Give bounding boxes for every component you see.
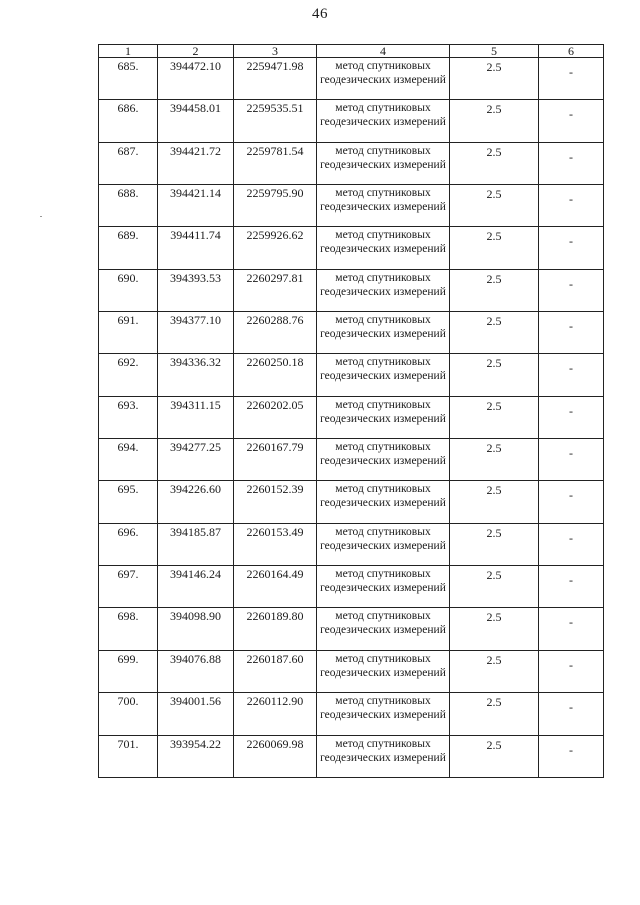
method-description-cell: метод спутниковых геодезических измерений xyxy=(317,354,450,396)
accuracy-value-cell xyxy=(450,481,539,523)
coordinate-x-cell: 394146.24 xyxy=(158,566,234,608)
method-description-cell: метод спутниковых геодезических измерений xyxy=(317,693,450,735)
accuracy-value-cell xyxy=(450,142,539,184)
table-row xyxy=(99,269,604,311)
point-number-cell: 693. xyxy=(99,396,158,438)
accuracy-value: 2.5 xyxy=(486,568,502,583)
accuracy-value: 2.5 xyxy=(486,187,502,202)
accuracy-value-cell xyxy=(450,100,539,142)
accuracy-value-cell xyxy=(450,396,539,438)
accuracy-value: 2.5 xyxy=(486,102,502,117)
method-description-cell: метод спутниковых геодезических измерений xyxy=(317,735,450,777)
accuracy-value: 2.5 xyxy=(486,144,502,159)
coordinate-x-cell: 393954.22 xyxy=(158,735,234,777)
note-value-cell xyxy=(539,523,604,565)
method-description-cell: метод спутниковых геодезических измерений xyxy=(317,269,450,311)
coordinate-y-cell: 2260189.80 xyxy=(234,608,317,650)
coordinate-x-cell: 394377.10 xyxy=(158,312,234,354)
note-value-cell xyxy=(539,566,604,608)
accuracy-value-cell xyxy=(450,269,539,311)
point-number-cell: 696. xyxy=(99,523,158,565)
accuracy-value-cell xyxy=(450,608,539,650)
point-number-cell: 700. xyxy=(99,693,158,735)
note-value: - xyxy=(569,234,573,249)
note-value: - xyxy=(569,700,573,715)
note-value-cell xyxy=(539,312,604,354)
note-value: - xyxy=(569,573,573,588)
coordinate-y-cell: 2259781.54 xyxy=(234,142,317,184)
coordinate-x-cell: 394185.87 xyxy=(158,523,234,565)
method-description-cell: метод спутниковых геодезических измерений xyxy=(317,142,450,184)
method-description-cell: метод спутниковых геодезических измерений xyxy=(317,439,450,481)
table-row xyxy=(99,58,604,100)
note-value: - xyxy=(569,403,573,418)
point-number-cell: 701. xyxy=(99,735,158,777)
coordinate-x-cell: 394421.72 xyxy=(158,142,234,184)
note-value-cell xyxy=(539,227,604,269)
header-col-6: 6 xyxy=(539,45,604,58)
coordinate-x-cell: 394226.60 xyxy=(158,481,234,523)
point-number-cell: 694. xyxy=(99,439,158,481)
coordinate-y-cell: 2260164.49 xyxy=(234,566,317,608)
table-row xyxy=(99,566,604,608)
note-value-cell xyxy=(539,693,604,735)
note-value: - xyxy=(569,446,573,461)
table-row xyxy=(99,100,604,142)
method-description-cell: метод спутниковых геодезических измерений xyxy=(317,396,450,438)
header-col-1: 1 xyxy=(99,45,158,58)
coordinate-x-cell: 394336.32 xyxy=(158,354,234,396)
point-number-cell: 699. xyxy=(99,650,158,692)
accuracy-value: 2.5 xyxy=(486,229,502,244)
note-value-cell xyxy=(539,354,604,396)
note-value-cell xyxy=(539,396,604,438)
coordinate-y-cell: 2260112.90 xyxy=(234,693,317,735)
note-value-cell xyxy=(539,58,604,100)
coordinate-x-cell: 394458.01 xyxy=(158,100,234,142)
coordinate-x-cell: 394001.56 xyxy=(158,693,234,735)
note-value: - xyxy=(569,65,573,79)
accuracy-value: 2.5 xyxy=(486,695,502,710)
accuracy-value: 2.5 xyxy=(486,610,502,625)
method-description-cell: метод спутниковых геодезических измерений xyxy=(317,523,450,565)
method-description-cell: метод спутниковых геодезических измерений xyxy=(317,100,450,142)
table-header xyxy=(99,45,604,58)
method-description-cell: метод спутниковых геодезических измерений xyxy=(317,185,450,227)
coordinate-x-cell: 394098.90 xyxy=(158,608,234,650)
coordinate-y-cell: 2260288.76 xyxy=(234,312,317,354)
note-value: - xyxy=(569,615,573,630)
header-row xyxy=(99,45,604,58)
margin-mark xyxy=(40,216,42,217)
note-value-cell xyxy=(539,735,604,777)
header-col-2: 2 xyxy=(158,45,234,58)
note-value: - xyxy=(569,192,573,207)
table-row xyxy=(99,650,604,692)
point-number-cell: 689. xyxy=(99,227,158,269)
point-number-cell: 691. xyxy=(99,312,158,354)
coordinate-y-cell: 2260187.60 xyxy=(234,650,317,692)
note-value: - xyxy=(569,742,573,757)
coordinate-y-cell: 2259795.90 xyxy=(234,185,317,227)
point-number-cell: 688. xyxy=(99,185,158,227)
coordinate-y-cell: 2260153.49 xyxy=(234,523,317,565)
accuracy-value-cell xyxy=(450,185,539,227)
coordinate-x-cell: 394421.14 xyxy=(158,185,234,227)
table-row xyxy=(99,439,604,481)
coordinate-y-cell: 2259926.62 xyxy=(234,227,317,269)
table-row xyxy=(99,396,604,438)
note-value: - xyxy=(569,657,573,672)
table-row xyxy=(99,481,604,523)
coordinate-y-cell: 2260167.79 xyxy=(234,439,317,481)
method-description-cell: метод спутниковых геодезических измерений xyxy=(317,608,450,650)
method-description-cell: метод спутниковых геодезических измерений xyxy=(317,481,450,523)
table-row xyxy=(99,523,604,565)
coordinate-x-cell: 394076.88 xyxy=(158,650,234,692)
table-row xyxy=(99,693,604,735)
point-number-cell: 685. xyxy=(99,58,158,100)
coordinate-y-cell: 2259535.51 xyxy=(234,100,317,142)
header-col-3: 3 xyxy=(234,45,317,58)
accuracy-value-cell xyxy=(450,566,539,608)
coordinate-y-cell: 2260069.98 xyxy=(234,735,317,777)
note-value-cell xyxy=(539,269,604,311)
accuracy-value-cell xyxy=(450,735,539,777)
note-value: - xyxy=(569,488,573,503)
method-description-cell: метод спутниковых геодезических измерений xyxy=(317,566,450,608)
accuracy-value: 2.5 xyxy=(486,737,502,752)
point-number-cell: 695. xyxy=(99,481,158,523)
accuracy-value-cell xyxy=(450,650,539,692)
note-value-cell xyxy=(539,608,604,650)
accuracy-value: 2.5 xyxy=(486,525,502,540)
coordinate-x-cell: 394277.25 xyxy=(158,439,234,481)
note-value: - xyxy=(569,107,573,122)
note-value: - xyxy=(569,276,573,291)
accuracy-value: 2.5 xyxy=(486,441,502,456)
coordinate-x-cell: 394393.53 xyxy=(158,269,234,311)
coordinate-y-cell: 2260297.81 xyxy=(234,269,317,311)
point-number-cell: 697. xyxy=(99,566,158,608)
accuracy-value-cell xyxy=(450,693,539,735)
table-row xyxy=(99,608,604,650)
page-number: 46 xyxy=(312,6,328,22)
table-row xyxy=(99,735,604,777)
accuracy-value-cell xyxy=(450,58,539,100)
note-value-cell xyxy=(539,142,604,184)
coordinate-x-cell: 394311.15 xyxy=(158,396,234,438)
point-number-cell: 687. xyxy=(99,142,158,184)
accuracy-value: 2.5 xyxy=(486,356,502,371)
accuracy-value: 2.5 xyxy=(486,271,502,286)
table-row xyxy=(99,227,604,269)
method-description-cell: метод спутниковых геодезических измерений xyxy=(317,312,450,354)
accuracy-value: 2.5 xyxy=(486,398,502,413)
coordinates-table xyxy=(98,44,604,778)
coordinate-x-cell: 394411.74 xyxy=(158,227,234,269)
accuracy-value-cell xyxy=(450,439,539,481)
header-col-5: 5 xyxy=(450,45,539,58)
note-value-cell xyxy=(539,481,604,523)
point-number-cell: 686. xyxy=(99,100,158,142)
coordinate-y-cell: 2260250.18 xyxy=(234,354,317,396)
point-number-cell: 692. xyxy=(99,354,158,396)
accuracy-value: 2.5 xyxy=(486,60,502,74)
table-row xyxy=(99,142,604,184)
point-number-cell: 690. xyxy=(99,269,158,311)
coordinate-y-cell: 2260152.39 xyxy=(234,481,317,523)
table-body xyxy=(99,58,604,778)
note-value-cell xyxy=(539,439,604,481)
accuracy-value-cell xyxy=(450,523,539,565)
note-value: - xyxy=(569,361,573,376)
note-value-cell xyxy=(539,650,604,692)
header-col-4: 4 xyxy=(317,45,450,58)
coordinate-y-cell: 2259471.98 xyxy=(234,58,317,100)
method-description-cell: метод спутниковых геодезических измерений xyxy=(317,227,450,269)
coordinate-y-cell: 2260202.05 xyxy=(234,396,317,438)
table-row xyxy=(99,185,604,227)
accuracy-value-cell xyxy=(450,354,539,396)
note-value: - xyxy=(569,149,573,164)
accuracy-value: 2.5 xyxy=(486,652,502,667)
point-number-cell: 698. xyxy=(99,608,158,650)
table-row xyxy=(99,312,604,354)
accuracy-value-cell xyxy=(450,312,539,354)
coordinate-x-cell: 394472.10 xyxy=(158,58,234,100)
accuracy-value: 2.5 xyxy=(486,314,502,329)
note-value-cell xyxy=(539,185,604,227)
note-value: - xyxy=(569,530,573,545)
method-description-cell: метод спутниковых геодезических измерений xyxy=(317,58,450,100)
note-value: - xyxy=(569,319,573,334)
note-value-cell xyxy=(539,100,604,142)
accuracy-value: 2.5 xyxy=(486,483,502,498)
method-description-cell: метод спутниковых геодезических измерений xyxy=(317,650,450,692)
table-row xyxy=(99,354,604,396)
accuracy-value-cell xyxy=(450,227,539,269)
